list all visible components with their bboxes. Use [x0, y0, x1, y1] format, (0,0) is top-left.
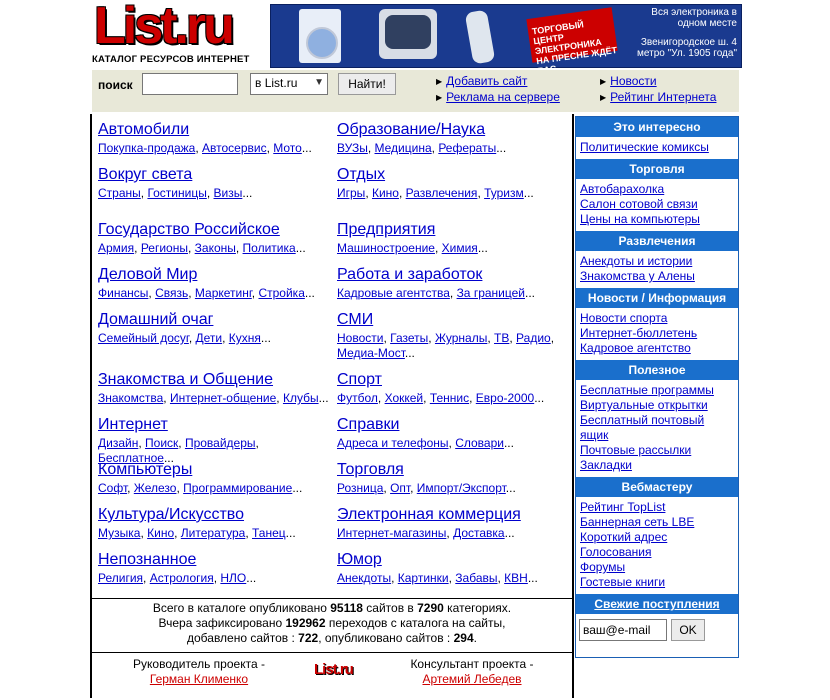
category-title-link[interactable]: СМИ: [337, 311, 374, 328]
category-block: [337, 551, 569, 586]
sidebar-link[interactable]: Бесплатные программы: [580, 383, 714, 397]
subcategory-list: Новости, Газеты, Журналы, ТВ, Радио, Медиа-Мост...: [337, 331, 555, 360]
subcategory-list: Религия, Астрология, НЛО...: [98, 571, 257, 585]
sidebar: [575, 116, 739, 658]
category-block: [98, 221, 330, 256]
subcategory-link[interactable]: Провайдеры: [184, 436, 256, 450]
subcategory-list: Финансы, Связь, Маркетинг, Стройка...: [98, 286, 315, 300]
subcategory-link[interactable]: Радио: [516, 331, 551, 345]
subcategory-link[interactable]: НЛО: [220, 571, 247, 585]
subcategory-list: Игры, Кино, Развлечения, Туризм...: [337, 186, 534, 200]
category-title-link[interactable]: Спорт: [337, 371, 382, 388]
subcategory-link[interactable]: Кадровые агентства: [337, 286, 450, 300]
bullet-icon: ▶: [436, 93, 443, 102]
subcategory-link[interactable]: Евро-2000: [475, 391, 535, 405]
subcategory-link[interactable]: Знакомства: [98, 391, 164, 405]
subcategory-link[interactable]: Бесплатное: [98, 451, 164, 465]
sidebar-section-header: Новости / Информация: [576, 288, 738, 308]
subcategory-list: Софт, Железо, Программирование...: [98, 481, 303, 495]
subcategory-list: Машиностроение, Химия...: [337, 241, 488, 255]
category-block: [337, 266, 569, 301]
search-button[interactable]: Найти!: [338, 73, 396, 95]
sites-count: 95118: [330, 601, 363, 615]
banner-slogan: Вся электроника в одном месте: [651, 7, 737, 29]
category-title-link[interactable]: Работа и заработок: [337, 266, 483, 283]
sidebar-link[interactable]: Виртуальные открытки: [580, 398, 708, 412]
sidebar-section-list: [576, 497, 738, 594]
sidebar-link[interactable]: Гостевые книги: [580, 575, 666, 589]
subcategory-link[interactable]: Медицина: [374, 141, 432, 155]
category-block: [98, 266, 330, 301]
subcategory-link[interactable]: Поиск: [145, 436, 179, 450]
subcategory-link[interactable]: Дети: [195, 331, 223, 345]
leader-label: Руководитель проекта -: [133, 657, 265, 671]
subcategory-list: Музыка, Кино, Литература, Танец...: [98, 526, 296, 540]
subcategory-link[interactable]: Астрология: [149, 571, 214, 585]
search-input[interactable]: [142, 73, 238, 95]
category-block: [98, 121, 330, 156]
subcategory-link[interactable]: Страны: [98, 186, 141, 200]
category-title-link[interactable]: Юмор: [337, 551, 382, 568]
subcategory-list: Анекдоты, Картинки, Забавы, КВН...: [337, 571, 538, 585]
subcategory-link[interactable]: Медиа-Мост: [337, 346, 405, 360]
subcategory-link[interactable]: Импорт/Экспорт: [416, 481, 506, 495]
category-block: [98, 371, 330, 406]
category-title-link[interactable]: Автомобили: [98, 121, 190, 138]
subcategory-link[interactable]: Рефераты: [438, 141, 497, 155]
category-block: [337, 121, 569, 156]
subcategory-link[interactable]: Гостиницы: [147, 186, 207, 200]
subcategory-link[interactable]: Маркетинг: [194, 286, 252, 300]
subcategory-link[interactable]: За границей: [456, 286, 525, 300]
stats-line-3: добавлено сайтов : 722, опубликовано сайтов : 294.: [187, 631, 477, 645]
tv-icon: [379, 9, 437, 59]
subcategory-link[interactable]: Танец: [252, 526, 286, 540]
subcategory-link[interactable]: Музыка: [98, 526, 141, 540]
sidebar-link[interactable]: Анекдоты и истории: [580, 254, 693, 268]
category-title-link[interactable]: Отдых: [337, 166, 386, 183]
logo-subtitle: КАТАЛОГ РЕСУРСОВ ИНТЕРНЕТ: [92, 54, 250, 65]
news-link-row: [600, 74, 657, 88]
sidebar-section-list: [576, 137, 738, 159]
news-link[interactable]: Новости: [610, 74, 657, 88]
subcategory-link[interactable]: Стройка: [258, 286, 305, 300]
ads-link-row: [436, 90, 560, 104]
category-block: [98, 166, 330, 201]
catalog-stats: [92, 598, 572, 646]
category-title-link[interactable]: Деловой Мир: [98, 266, 198, 283]
subcategory-link[interactable]: Развлечения: [405, 186, 478, 200]
subcategory-link[interactable]: Мото: [273, 141, 302, 155]
search-label: поиск: [98, 78, 133, 92]
header: [92, 0, 740, 67]
sidebar-link[interactable]: Закладки: [580, 458, 632, 472]
subcategory-list: Футбол, Хоккей, Теннис, Евро-2000...: [337, 391, 545, 405]
subcategory-link[interactable]: Доставка: [453, 526, 505, 540]
subcategory-link[interactable]: Связь: [155, 286, 189, 300]
category-title-link[interactable]: Государство Российское: [98, 221, 280, 238]
subcategory-link[interactable]: Адреса и телефоны: [337, 436, 449, 450]
category-title-link[interactable]: Вокруг света: [98, 166, 193, 183]
subcategory-link[interactable]: Законы: [194, 241, 236, 255]
subcategory-link[interactable]: Железо: [133, 481, 177, 495]
subcategory-link[interactable]: КВН: [504, 571, 528, 585]
subcategory-link[interactable]: Кино: [371, 186, 399, 200]
consultant-label: Консультант проекта -: [410, 657, 534, 671]
category-title-link[interactable]: Компьютеры: [98, 461, 193, 478]
subcategory-link[interactable]: Кино: [147, 526, 175, 540]
category-block: [337, 506, 569, 541]
subcategory-link[interactable]: Розница: [337, 481, 384, 495]
subcategory-list: Знакомства, Интернет-общение, Клубы...: [98, 391, 329, 405]
subcategory-link[interactable]: Футбол: [337, 391, 378, 405]
subcategory-link[interactable]: Интернет-магазины: [337, 526, 447, 540]
category-block: [98, 461, 330, 496]
added-count: 722: [298, 631, 319, 645]
consultant-link[interactable]: Артемий Лебедев: [422, 672, 522, 686]
sidebar-section-header: Развлечения: [576, 231, 738, 251]
add-site-link-row: [436, 74, 527, 88]
chevron-down-icon: ▼: [314, 77, 324, 88]
subcategory-list: Семейный досуг, Дети, Кухня...: [98, 331, 271, 345]
subcategory-link[interactable]: Софт: [98, 481, 128, 495]
logo-text: List.ru: [94, 0, 232, 55]
subcategory-link[interactable]: ВУЗы: [337, 141, 368, 155]
bullet-icon: ▶: [600, 77, 607, 86]
subcategory-link[interactable]: Опт: [390, 481, 411, 495]
subcategory-list: Розница, Опт, Импорт/Экспорт...: [337, 481, 516, 495]
sidebar-section-list: [576, 251, 738, 288]
sidebar-link[interactable]: Политические комиксы: [580, 140, 709, 154]
sidebar-section-list: [576, 179, 738, 231]
sidebar-link[interactable]: Бесплатный почтовый: [580, 413, 705, 427]
subcategory-link[interactable]: Литература: [180, 526, 246, 540]
bullet-icon: ▶: [436, 77, 443, 86]
subcategory-link[interactable]: Журналы: [434, 331, 488, 345]
fresh-arrivals-header: [576, 594, 738, 614]
fresh-arrivals-link[interactable]: Свежие поступления: [594, 597, 720, 611]
sidebar-link[interactable]: Новости спорта: [580, 311, 668, 325]
sidebar-link[interactable]: Почтовые рассылки: [580, 443, 692, 457]
search-scope-select[interactable]: [250, 73, 328, 95]
email-field[interactable]: [579, 619, 667, 641]
published-count: 294: [453, 631, 474, 645]
subcategory-link[interactable]: Теннис: [429, 391, 470, 405]
category-block: [337, 166, 569, 201]
category-title-link[interactable]: Образование/Наука: [337, 121, 486, 138]
sidebar-link[interactable]: Цены на компьютеры: [580, 212, 700, 226]
footer-consultant: [387, 657, 557, 687]
subcategory-list: Покупка-продажа, Автосервис, Мото...: [98, 141, 312, 155]
footer: [92, 652, 572, 693]
category-title-link[interactable]: Знакомства и Общение: [98, 371, 274, 388]
subcategory-link[interactable]: Финансы: [98, 286, 149, 300]
subcategory-list: Кадровые агентства, За границей...: [337, 286, 536, 300]
subcategory-link[interactable]: Игры: [337, 186, 366, 200]
category-title-link[interactable]: Непознанное: [98, 551, 197, 568]
category-block: [337, 221, 569, 256]
sidebar-link[interactable]: Рейтинг TopList: [580, 500, 666, 514]
category-title-link[interactable]: Домашний очаг: [98, 311, 214, 328]
subcategory-link[interactable]: Словари: [455, 436, 504, 450]
sidebar-link[interactable]: Интернет-бюллетень: [580, 326, 698, 340]
stats-line-1: Всего в каталоге опубликовано 95118 сайтов в 7290 категориях.: [152, 601, 512, 615]
subcategory-list: ВУЗы, Медицина, Рефераты...: [337, 141, 507, 155]
ad-banner[interactable]: [270, 4, 742, 68]
subcategory-link[interactable]: Регионы: [140, 241, 188, 255]
category-title-link[interactable]: Предприятия: [337, 221, 436, 238]
subcategory-link[interactable]: Картинки: [397, 571, 449, 585]
stats-line-2: Вчера зафиксировано 192962 переходов с каталога на сайты,: [158, 616, 506, 630]
subcategory-list: Адреса и телефоны, Словари...: [337, 436, 514, 450]
subcategory-link[interactable]: Армия: [98, 241, 135, 255]
sidebar-section-list: [576, 308, 738, 360]
subcategory-link[interactable]: Религия: [98, 571, 144, 585]
transitions-count: 192962: [285, 616, 326, 630]
sidebar-link[interactable]: Короткий адрес: [580, 530, 668, 544]
bullet-icon: ▶: [600, 93, 607, 102]
subcategory-link[interactable]: Забавы: [455, 571, 498, 585]
category-title-link[interactable]: Электронная коммерция: [337, 506, 521, 523]
category-block: [98, 311, 330, 346]
subcategory-link[interactable]: Машиностроение: [337, 241, 435, 255]
subcategory-link[interactable]: Дизайн: [98, 436, 139, 450]
footer-leader: [114, 657, 284, 687]
sidebar-section-header: Это интересно: [576, 117, 738, 137]
footer-logo[interactable]: List.ru: [314, 661, 353, 678]
sidebar-link[interactable]: Баннерная сеть LBE: [580, 515, 695, 529]
subcategory-link[interactable]: Покупка-продажа: [98, 141, 196, 155]
search-scope-value: в List.ru: [255, 76, 298, 90]
subcategory-link[interactable]: Кухня: [228, 331, 261, 345]
rating-link-row: [600, 90, 716, 104]
leader-link[interactable]: Герман Клименко: [149, 672, 249, 686]
sidebar-link[interactable]: Знакомства у Алены: [580, 269, 695, 283]
mobile-phone-icon: [465, 9, 496, 64]
add-site-link[interactable]: Добавить сайт: [446, 74, 528, 88]
subcategory-link[interactable]: Политика: [242, 241, 296, 255]
sidebar-section-list: [576, 380, 738, 477]
subcategory-link[interactable]: ТВ: [494, 331, 510, 345]
sidebar-link[interactable]: Автобарахолка: [580, 182, 665, 196]
category-block: [337, 371, 569, 406]
subcategory-link[interactable]: Клубы: [282, 391, 319, 405]
category-block: [337, 311, 569, 361]
subcategory-link[interactable]: Анекдоты: [337, 571, 392, 585]
ads-link[interactable]: Реклама на сервере: [446, 90, 560, 104]
subcategory-link[interactable]: Семейный досуг: [98, 331, 189, 345]
banner-address: Звенигородское ш. 4 метро "Ул. 1905 года": [637, 37, 737, 59]
category-block: [337, 461, 569, 496]
sidebar-link[interactable]: ящик: [580, 428, 609, 442]
subcategory-list: Дизайн, Поиск, Провайдеры, Бесплатное...: [98, 436, 259, 465]
promo-text: ТОРГОВЫЙ ЦЕНТР ЭЛЕКТРОНИКА НА ПРЕСНЕ ЖДЁТ: [531, 19, 618, 67]
category-title-link[interactable]: Интернет: [98, 416, 168, 433]
category-title-link[interactable]: Торговля: [337, 461, 404, 478]
promo-label: [526, 7, 618, 67]
washing-machine-icon: [299, 9, 341, 63]
subcategory-link[interactable]: Туризм: [484, 186, 524, 200]
sidebar-link[interactable]: Голосования: [580, 545, 652, 559]
subcategory-link[interactable]: Хоккей: [384, 391, 424, 405]
categories-count: 7290: [417, 601, 444, 615]
search-bar: [92, 70, 739, 112]
sidebar-section-header: Вебмастеру: [576, 477, 738, 497]
ok-button[interactable]: OK: [671, 619, 705, 641]
category-block: [98, 416, 330, 466]
subcategory-list: Страны, Гостиницы, Визы...: [98, 186, 253, 200]
sidebar-link[interactable]: Кадровое агентство: [580, 341, 691, 355]
category-block: [98, 551, 330, 586]
subcategory-link[interactable]: Автосервис: [202, 141, 267, 155]
subcategory-link[interactable]: Визы: [213, 186, 243, 200]
category-title-link[interactable]: Справки: [337, 416, 400, 433]
subcategory-list: Армия, Регионы, Законы, Политика...: [98, 241, 306, 255]
subcategory-list: Интернет-магазины, Доставка...: [337, 526, 515, 540]
subcategory-link[interactable]: Интернет-общение: [169, 391, 277, 405]
subcategory-link[interactable]: Химия: [441, 241, 478, 255]
sidebar-link[interactable]: Салон сотовой связи: [580, 197, 698, 211]
subcategory-link[interactable]: Новости: [337, 331, 384, 345]
sidebar-section-header: Полезное: [576, 360, 738, 380]
sidebar-link[interactable]: Форумы: [580, 560, 626, 574]
subcategory-link[interactable]: Программирование: [183, 481, 293, 495]
category-title-link[interactable]: Культура/Искусство: [98, 506, 245, 523]
sidebar-section-header: Торговля: [576, 159, 738, 179]
category-block: [337, 416, 569, 451]
category-block: [98, 506, 330, 541]
rating-link[interactable]: Рейтинг Интернета: [610, 90, 717, 104]
subcategory-link[interactable]: Газеты: [390, 331, 429, 345]
site-logo[interactable]: [92, 0, 266, 66]
